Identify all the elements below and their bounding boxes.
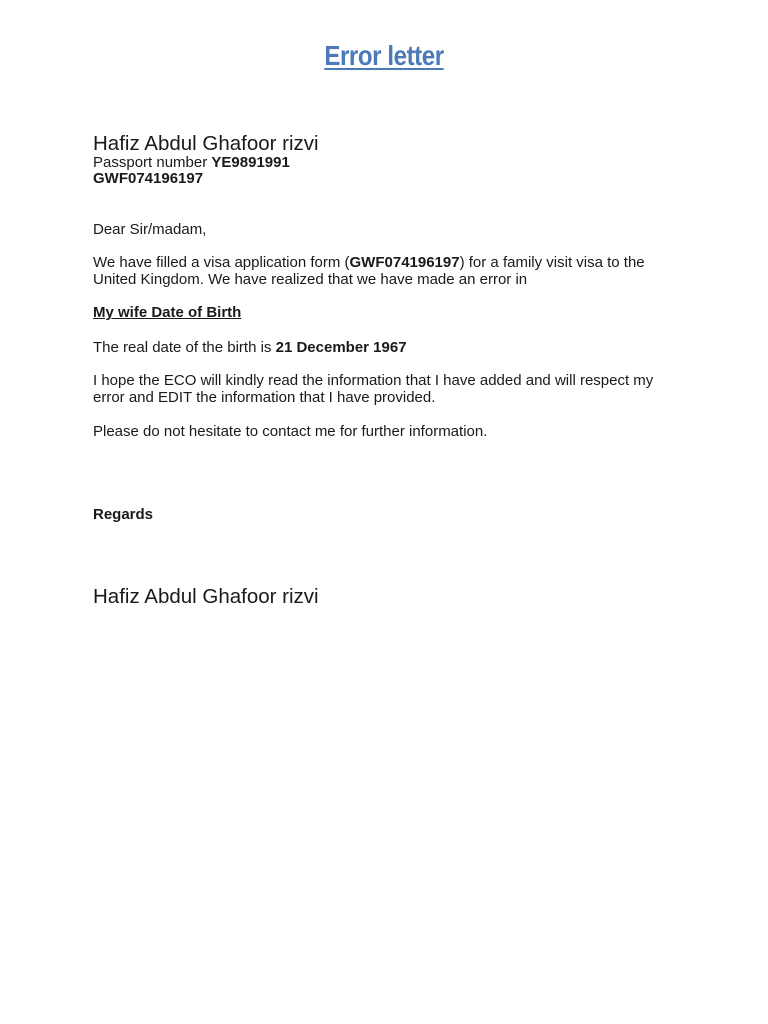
signature-name: Hafiz Abdul Ghafoor rizvi — [93, 585, 319, 608]
contact-paragraph: Please do not hesitate to contact me for further information. — [93, 423, 488, 440]
intro-reference: GWF074196197 — [349, 254, 460, 271]
error-heading — [93, 305, 683, 322]
intro-text-start: We have filled a visa application form ( — [93, 254, 350, 271]
intro-paragraph — [93, 255, 683, 288]
error-heading-text: My wife Date of Birth — [93, 304, 242, 321]
intro-text-end: ) for a family visit visa to the United Kingdom. We have realized that we have made an error in — [93, 254, 645, 288]
passport-number: YE9891991 — [211, 154, 290, 171]
sender-name: Hafiz Abdul Ghafoor rizvi — [93, 132, 319, 155]
dob-text: The real date of the birth is — [93, 339, 276, 356]
dob-paragraph — [93, 340, 683, 357]
passport-label: Passport number — [93, 154, 208, 171]
reference-value: GWF074196197 — [93, 170, 204, 187]
hope-paragraph: I hope the ECO will kindly read the information that I have added and will respect my error and EDIT the information that I have provided. — [93, 372, 654, 406]
closing-text: Regards — [93, 506, 154, 523]
salutation: Dear Sir/madam, — [93, 221, 207, 238]
page-title: Error letter — [324, 40, 444, 71]
reference-number — [93, 171, 683, 188]
dob-value: 21 December 1967 — [275, 339, 407, 356]
closing — [93, 507, 683, 524]
